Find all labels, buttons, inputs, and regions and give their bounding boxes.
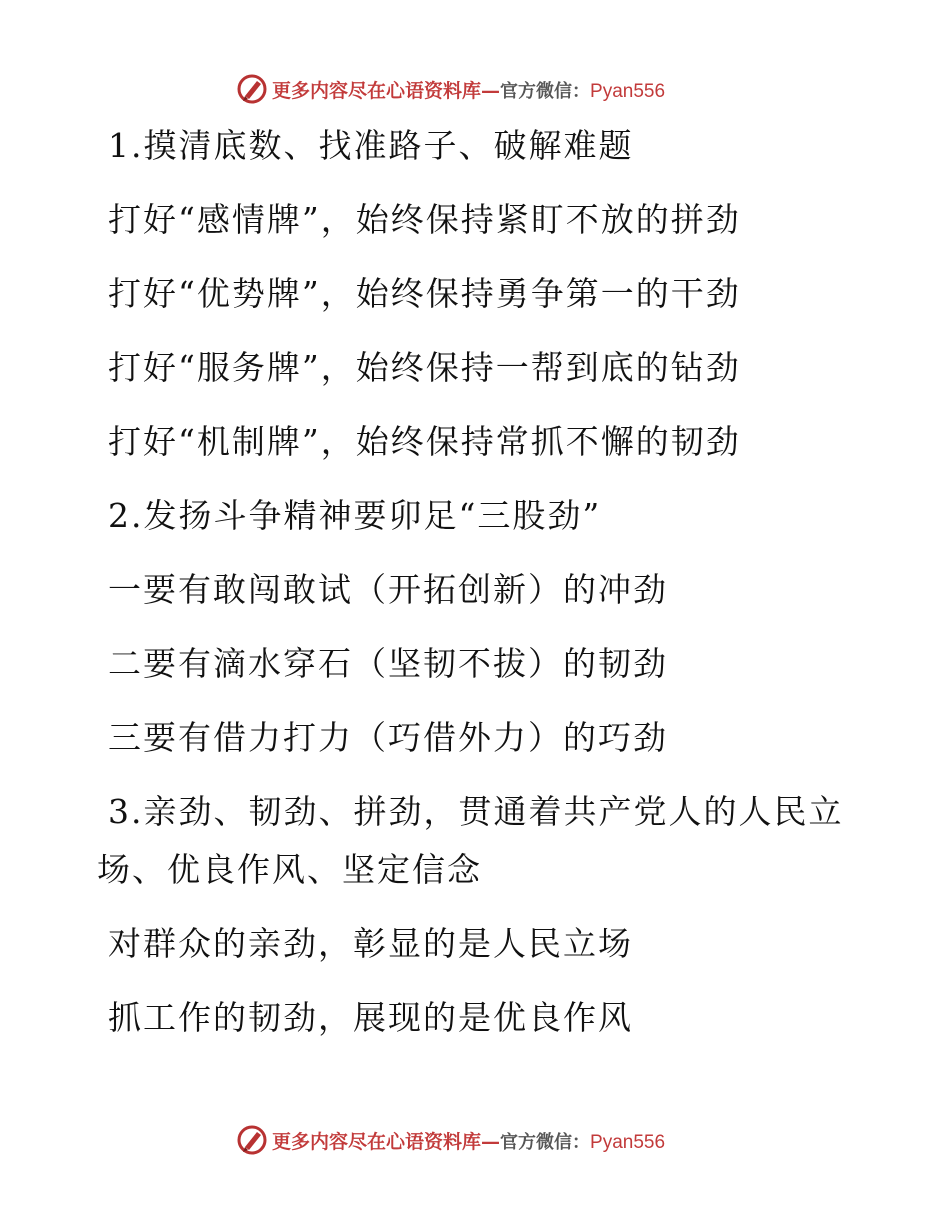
header-watermark — [236, 72, 665, 106]
watermark-dash: — — [481, 79, 501, 102]
text-line: 抓工作的韧劲，展现的是优良作风 — [108, 998, 633, 1037]
heading-2: 2.发扬斗争精神要卯足“三股劲” — [108, 496, 602, 535]
pen-logo-icon — [236, 73, 268, 105]
heading-3-continued: 场、优良作风、坚定信念 — [97, 850, 482, 889]
watermark-prefix: 更多内容尽在心语资料库 — [272, 79, 482, 102]
watermark-label: 官方微信： — [500, 1131, 591, 1153]
pen-logo-icon — [236, 1124, 268, 1156]
watermark-label: 官方微信： — [500, 80, 591, 102]
text-line: 打好“服务牌”，始终保持一帮到底的钻劲 — [108, 348, 741, 387]
watermark-dash: — — [481, 1130, 501, 1153]
text-line: 打好“优势牌”，始终保持勇争第一的干劲 — [108, 274, 741, 313]
text-line: 三要有借力打力（巧借外力）的巧劲 — [108, 718, 668, 757]
text-line: 打好“感情牌”，始终保持紧盯不放的拼劲 — [108, 200, 741, 239]
heading-1: 1.摸清底数、找准路子、破解难题 — [108, 126, 634, 165]
heading-3: 3.亲劲、韧劲、拼劲，贯通着共产党人的人民立 — [108, 792, 844, 831]
footer-watermark — [236, 1123, 665, 1157]
text-line: 对群众的亲劲，彰显的是人民立场 — [108, 924, 633, 963]
text-line: 二要有滴水穿石（坚韧不拔）的韧劲 — [108, 644, 668, 683]
text-line: 打好“机制牌”，始终保持常抓不懈的韧劲 — [108, 422, 741, 461]
text-line: 一要有敢闯敢试（开拓创新）的冲劲 — [108, 570, 668, 609]
watermark-id: Pyan556 — [590, 1131, 666, 1153]
watermark-prefix: 更多内容尽在心语资料库 — [272, 1130, 482, 1153]
watermark-id: Pyan556 — [590, 80, 666, 102]
